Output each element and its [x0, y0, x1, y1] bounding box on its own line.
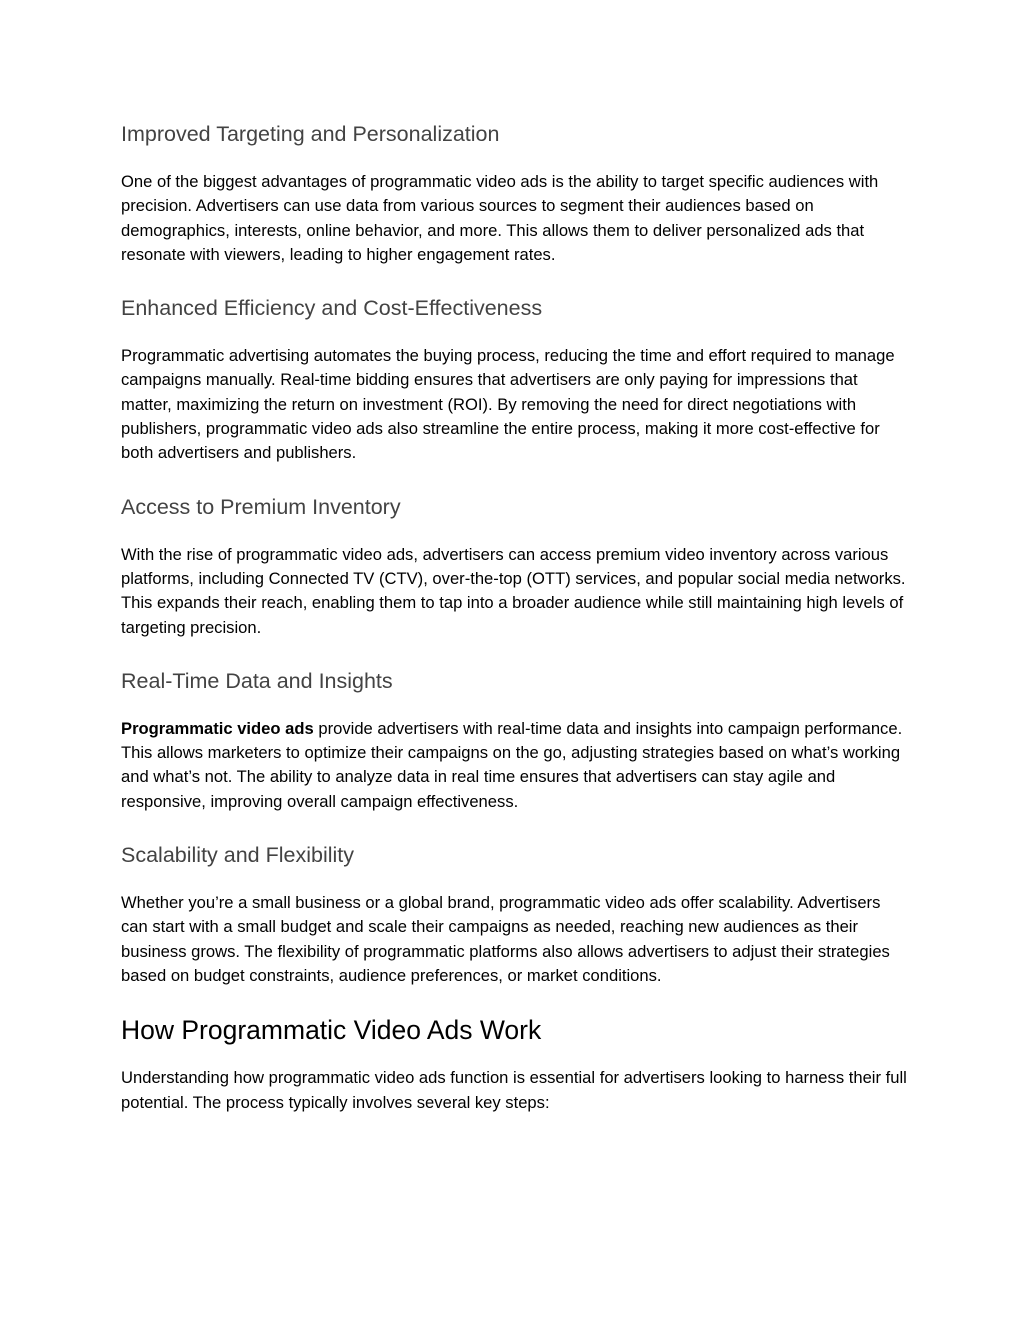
paragraph-text: provide advertisers with real-time data and insights into campaign performance. This allows marketers to optimize their campaigns on the go, adjusting strategies based on what’s working and what’s not. The ability to analyze data in real time ensures that advertisers can stay agile and responsive, improving overall campaign effectiveness. — [121, 718, 903, 811]
section-how-it-works — [121, 1013, 911, 1115]
section-enhanced-efficiency — [121, 294, 911, 465]
section-premium-inventory — [121, 493, 911, 640]
section-paragraph — [121, 717, 911, 814]
section-heading: Enhanced Efficiency and Cost-Effectiveness — [121, 296, 543, 321]
section-heading: Improved Targeting and Personalization — [121, 122, 500, 146]
section-paragraph: Understanding how programmatic video ads function is essential for advertisers looking to harness their full potential. The process typically involves several key steps: — [121, 1068, 907, 1112]
section-paragraph: One of the biggest advantages of programmatic video ads is the ability to target specific audiences with precision. Advertisers can use data from various sources to segment their audiences based on demographics, interests, online behavior, and more. This allows them to deliver personalized ads that resonate with viewers, leading to higher engagement rates. — [121, 172, 879, 264]
section-paragraph: With the rise of programmatic video ads, advertisers can access premium video inventory across various platforms, including Connected TV (CTV), over-the-top (OTT) services, and popular social media networks. This expands their reach, enabling them to tap into a broader audience while still maintaining high levels of targeting precision. — [121, 544, 906, 637]
section-paragraph: Whether you’re a small business or a global brand, programmatic video ads offer scalability. Advertisers can start with a small budget and scale their campaigns as needed, reaching new audiences as their business grows. The flexibility of programmatic platforms also allows advertisers to adjust their strategies based on budget constraints, audience preferences, or market conditions. — [121, 893, 890, 985]
section-heading: Real-Time Data and Insights — [121, 668, 393, 693]
section-heading: Access to Premium Inventory — [121, 494, 401, 519]
main-heading: How Programmatic Video Ads Work — [121, 1015, 542, 1046]
section-real-time-data — [121, 667, 911, 814]
section-paragraph: Programmatic advertising automates the buying process, reducing the time and effort required to manage campaigns manually. Real-time bidding ensures that advertisers are only paying for impressions that matter, maximizing the return on investment (ROI). By removing the need for direct negotiations with publishers, programmatic video ads also streamline the entire process, making it more cost-effective for both advertisers and publishers. — [121, 346, 895, 463]
bold-term: Programmatic video ads — [121, 718, 314, 738]
section-heading: Scalability and Flexibility — [121, 843, 355, 868]
section-scalability — [121, 841, 911, 988]
document-content — [121, 120, 911, 1115]
section-improved-targeting — [121, 120, 911, 267]
